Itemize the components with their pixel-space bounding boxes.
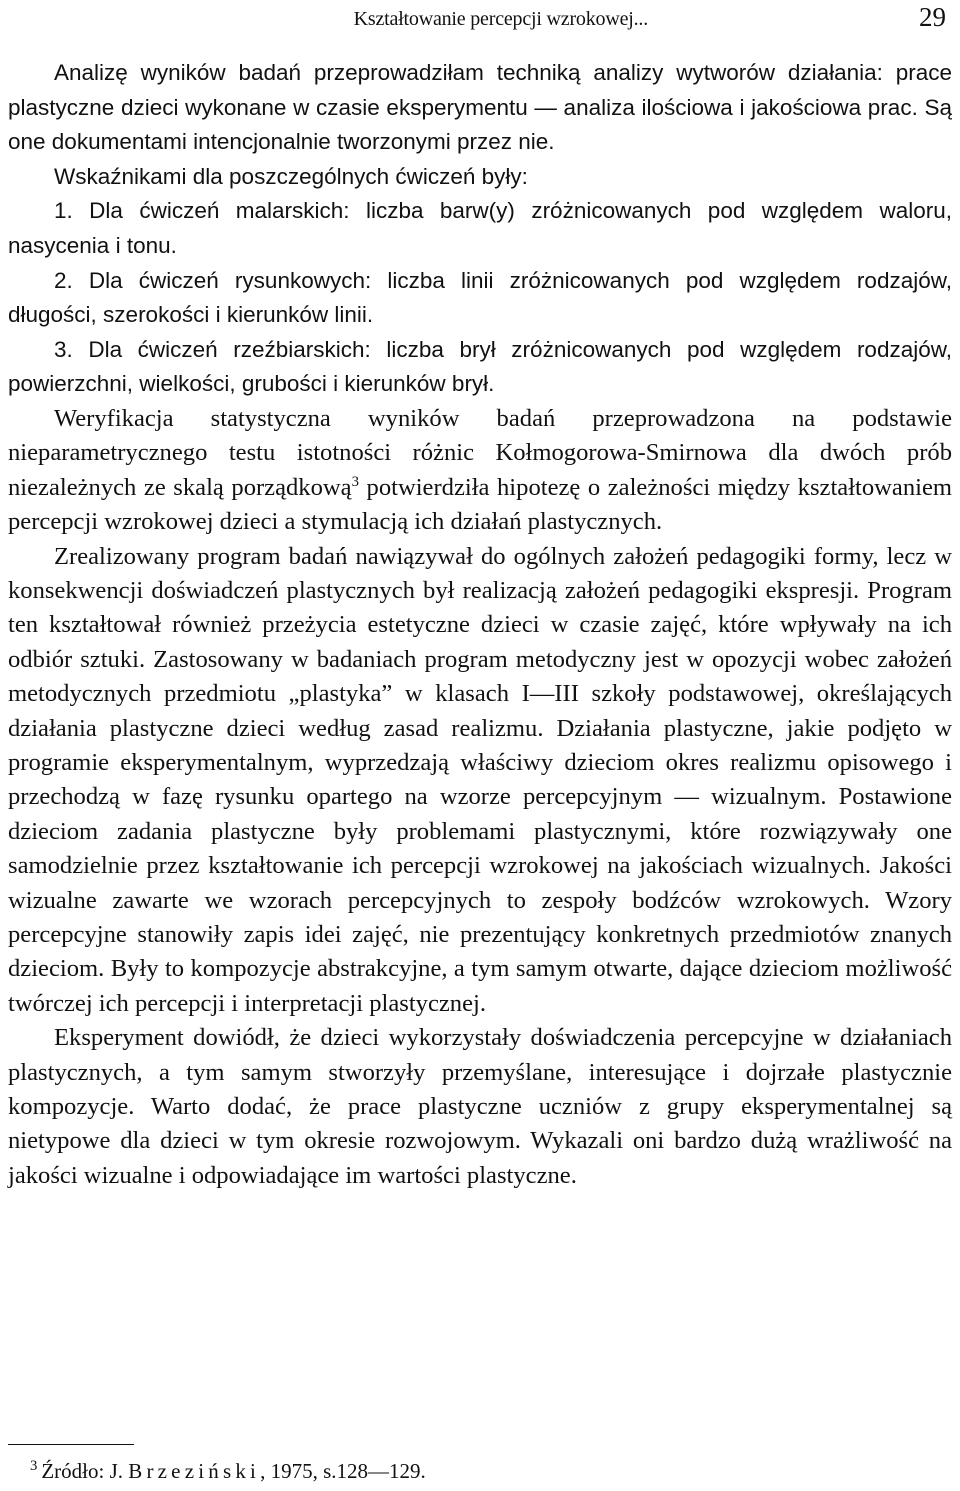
paragraph-analysis: Analizę wyników badań przeprowadziłam techniką analizy wytworów działania: prace plastyczne dzieci wykonane w czasie eksperymentu — analiza ilościowa i jakościowa prac. Są one dokumentami intencjonalnie tworzonymi przez nie.	[8, 60, 952, 155]
verification-text-b: potwierdziła hipotezę o zależności między kształtowaniem percepcji wzrokowej dzieci a stymulacją ich działań plastycznych.	[8, 473, 953, 536]
footnote-author: Brzeziński	[128, 1459, 261, 1483]
body-text	[8, 56, 952, 1193]
footnote-lead: Źródło: J.	[41, 1459, 129, 1483]
footnote-rest: , 1975, s.128—129.	[260, 1459, 426, 1483]
paragraph-verification	[8, 402, 952, 540]
list-item-painting: 1. Dla ćwiczeń malarskich: liczba barw(y) zróżnicowanych pod względem waloru, nasycenia i tonu.	[8, 198, 952, 258]
running-title: Kształtowanie percepcji wzrokowej...	[353, 8, 648, 30]
running-header	[8, 2, 952, 34]
page-number: 29	[919, 2, 946, 32]
list-item-drawing: 2. Dla ćwiczeń rysunkowych: liczba linii zróżnicowanych pod względem rodzajów, długości, szerokości i kierunków linii.	[8, 267, 952, 328]
footnote-reference: 3	[351, 473, 359, 490]
verification-text-a: Weryfikacja statystyczna wyników badań przeprowadzona na podstawie nieparametrycznego testu istotności różnic Kołmogorowa-Smirnowa dla dwóch prób niezależnych ze skalą porządkową	[8, 404, 952, 501]
serif-block	[8, 402, 952, 1193]
footnote	[30, 1458, 426, 1484]
list-item-sculpture: 3. Dla ćwiczeń rzeźbiarskich: liczba brył zróżnicowanych pod względem rodzajów, powierzchni, wielkości, grubości i kierunków brył.	[8, 336, 952, 397]
paragraph-indicators: Wskaźnikami dla poszczególnych ćwiczeń były:	[54, 163, 528, 189]
paragraph-experiment: Eksperyment dowiódł, że dzieci wykorzystały doświadczenia percepcyjne w działaniach plastycznych, a tym samym stworzyły przemyślane, interesujące i dojrzałe plastycznie kompozycje. Warto dodać, że prace plastyczne uczniów z grupy eksperymentalnej są nietypowe dla dzieci w tym okresie rozwojowym. Wykazali oni bardzo dużą wrażliwość na jakości wizualne i odpowiadające im wartości plastyczne.	[8, 1024, 952, 1189]
footnote-mark: 3	[30, 1458, 38, 1474]
paragraph-program: Zrealizowany program badań nawiązywał do ogólnych założeń pedagogiki formy, lecz w konsekwencji doświadczeń plastycznych był realizacją założeń pedagogiki ekspresji. Program ten kształtował również przeżycia estetyczne dzieci w czasie zajęć, które wpływały na ich odbiór sztuki. Zastosowany w badaniach program metodyczny jest w opozycji wobec założeń metodycznych przedmiotu „plastyka” w klasach I—III szkoły podstawowej, określających działania plastyczne dzieci według zasad realizmu. Działania plastyczne, jakie podjęto w programie eksperymentalnym, wyprzedzają właściwy dzieciom okres realizmu opisowego i przechodzą w fazę rysunku opartego na wzorze percepcyjnym — wizualnym. Postawione dzieciom zadania plastyczne były problemami plastycznymi, które rozwiązywały one samodzielnie przez kształtowanie ich percepcji wzrokowej na jakościach wizualnych. Jakości wizualne zawarte we wzorach percepcyjnych to zespoły bodźców wzrokowych. Wzory percepcyjne stanowiły zapis idei zajęć, nie prezentujący konkretnych przedmiotów znanych dzieciom. Były to kompozycje abstrakcyjne, a tym samym otwarte, dające dzieciom możliwość twórczej ich percepcji i interpretacji plastycznej.	[8, 542, 952, 1017]
footnote-rule	[8, 1444, 134, 1445]
